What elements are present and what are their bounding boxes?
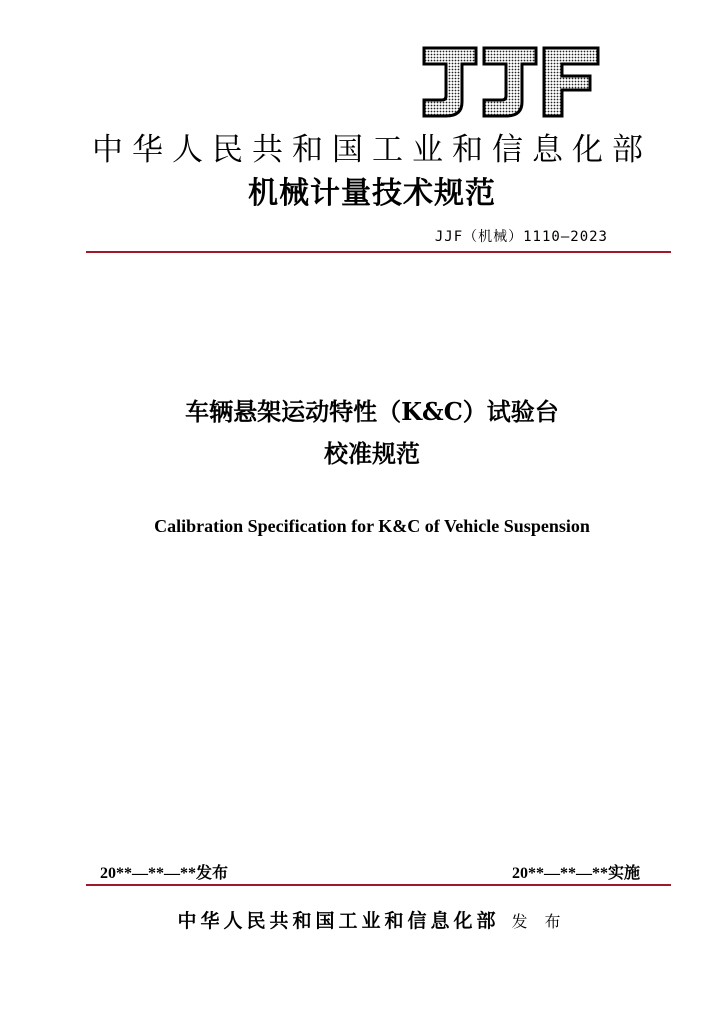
issuer xyxy=(0,906,724,933)
implement-date: 20**—**—**实施 xyxy=(511,865,640,882)
ministry-name: 中华人民共和国工业和信息化部 xyxy=(92,132,652,168)
jjf-logo xyxy=(418,44,602,120)
title-cn-line2: 校准规范 xyxy=(324,439,420,468)
issuer-suffix: 发 布 xyxy=(511,912,567,931)
document-code: JJF（机械）1110—2023 xyxy=(434,229,608,245)
bottom-divider xyxy=(86,884,671,886)
spec-type: 机械计量技术规范 xyxy=(248,176,496,211)
issuer-name: 中华人民共和国工业和信息化部 xyxy=(177,910,500,932)
issue-date: 20**—**—**发布 xyxy=(100,865,229,882)
title-cn-line1: 车辆悬架运动特性（K&C）试验台 xyxy=(185,397,559,426)
title-en: Calibration Specification for K&C of Vehicle Suspension xyxy=(154,516,590,536)
top-divider xyxy=(86,251,671,253)
